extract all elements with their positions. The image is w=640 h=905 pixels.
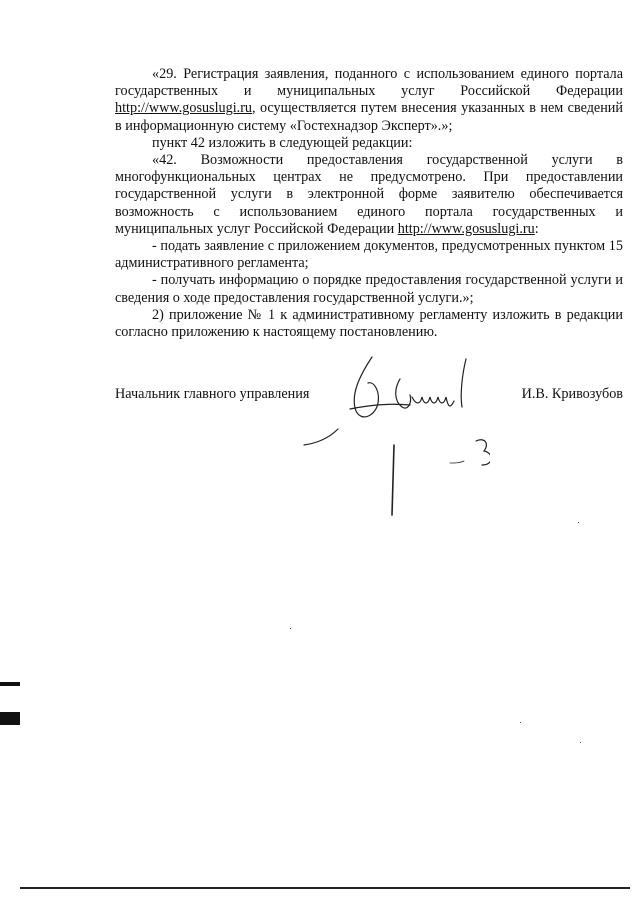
paragraph-text: пункт 42 изложить в следующей редакции: [152, 134, 413, 151]
paragraph-appendix [115, 307, 623, 341]
paragraph-text: «42. Возможности предоставления государственной услуги в многофункциональных центрах не предусмотрено. При предоставлении государственной услуги в электронной форме заявителю обеспечивается возможность с использованием единого портала государственных и муниципальных услуг Российской Федерации [115, 152, 623, 237]
scan-speck [520, 722, 521, 723]
paragraph-text: «29. Регистрация заявления, поданного с использованием единого портала государственных и муниципальных услуг Российской Федерации [115, 66, 623, 100]
scan-speck [290, 628, 291, 629]
list-item-submit-application [115, 238, 623, 272]
paragraph-text: 2) приложение № 1 к административному регламенту изложить в редакции согласно приложению к настоящему постановлению. [115, 306, 623, 341]
scan-speck [580, 742, 581, 743]
paragraph-text: , осуществляется путем внесения указанных в нем сведений в информационную систему «Гостехнадзор Эксперт».»; [115, 100, 623, 134]
paragraph-text: - подать заявление с приложением документов, предусмотренных пунктом 15 административного регламента; [115, 238, 623, 272]
list-item-receive-information [115, 272, 623, 306]
signatory-title: Начальник главного управления [115, 386, 310, 402]
paragraph-text: : [534, 220, 539, 237]
scan-artifact-mark [0, 682, 20, 686]
document-body [115, 66, 623, 341]
signatory-name: И.В. Кривозубов [521, 386, 623, 402]
scan-artifact-mark [0, 712, 20, 725]
gosuslugi-link[interactable]: http://www.gosuslugi.ru [397, 220, 535, 237]
scan-speck [578, 522, 579, 523]
paragraph-29 [115, 66, 623, 135]
gosuslugi-link[interactable]: http://www.gosuslugi.ru [115, 100, 253, 117]
paragraph-42 [115, 152, 623, 238]
scan-bottom-edge [20, 887, 630, 889]
paragraph-point-42-intro [115, 135, 623, 152]
paragraph-text: - получать информацию о порядке предоставления государственной услуги и сведения о ходе предоставления государственной услуги.»; [115, 272, 623, 306]
handwritten-signature [290, 345, 490, 525]
